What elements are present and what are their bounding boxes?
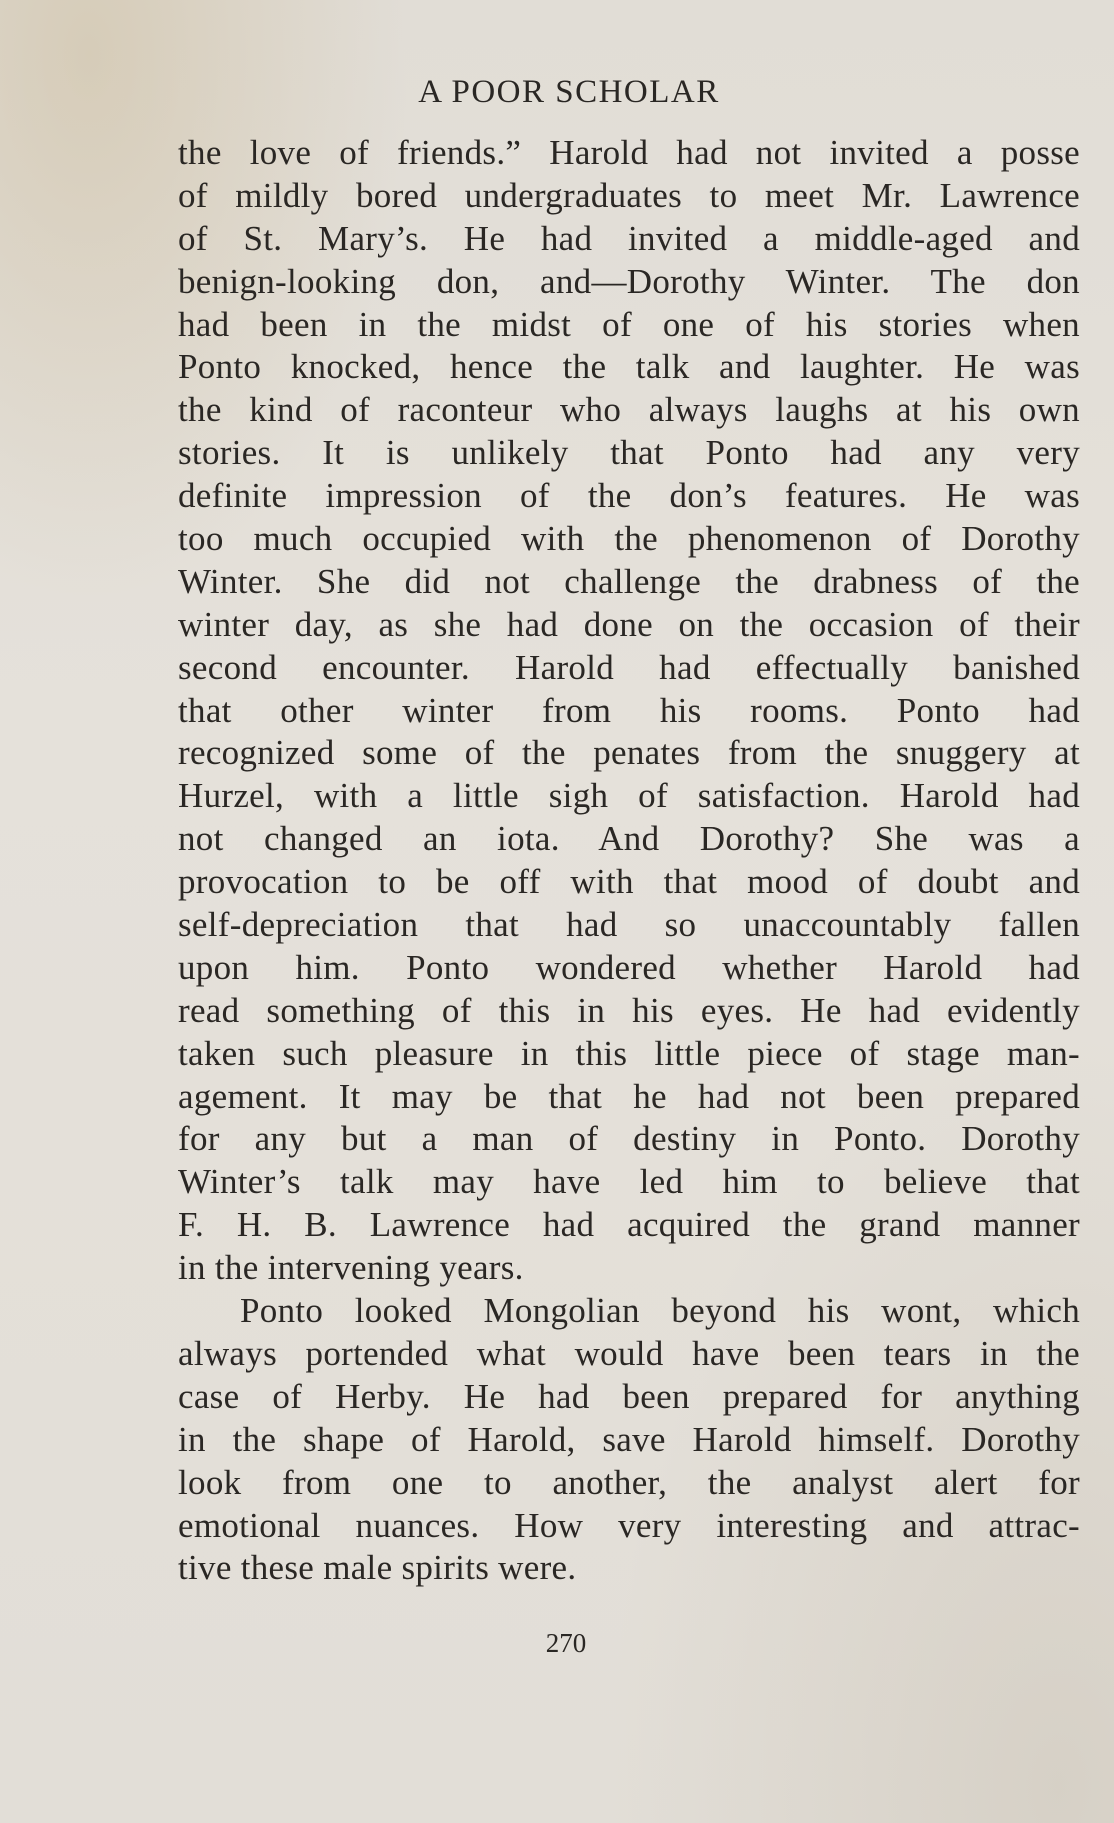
text-line: for any but a man of destiny in Ponto. Dorothy <box>178 1119 1080 1159</box>
text-line: had been in the midst of one of his stories when <box>178 304 1080 344</box>
text-line: recognized some of the penates from the snuggery at <box>178 733 1080 773</box>
text-line: Winter’s talk may have led him to believe that <box>178 1162 1080 1202</box>
text-line: definite impression of the don’s features. He was <box>178 476 1080 516</box>
text-line: stories. It is unlikely that Ponto had any very <box>178 433 1080 473</box>
text-line: provocation to be off with that mood of doubt and <box>178 862 1080 902</box>
text-line: F. H. B. Lawrence had acquired the grand manner <box>178 1205 1080 1245</box>
text-line: upon him. Ponto wondered whether Harold had <box>178 947 1080 987</box>
text-line: too much occupied with the phenomenon of Dorothy <box>178 519 1080 559</box>
text-line: Ponto looked Mongolian beyond his wont, which <box>240 1291 1080 1331</box>
text-line: in the shape of Harold, save Harold himself. Dorothy <box>178 1419 1080 1459</box>
text-line: of St. Mary’s. He had invited a middle-aged and <box>178 218 1080 258</box>
text-line: agement. It may be that he had not been prepared <box>178 1076 1080 1116</box>
text-line: emotional nuances. How very interesting and attrac- <box>178 1505 1080 1545</box>
text-line: read something of this in his eyes. He had evidently <box>178 990 1080 1030</box>
text-line: Hurzel, with a little sigh of satisfaction. Harold had <box>178 776 1080 816</box>
running-head: A POOR SCHOLAR <box>418 74 720 110</box>
text-line: tive these male spirits were. <box>178 1548 577 1588</box>
text-line: taken such pleasure in this little piece of stage man- <box>178 1033 1080 1073</box>
page-number: 270 <box>545 1628 587 1658</box>
text-line: in the intervening years. <box>178 1248 524 1288</box>
text-line: second encounter. Harold had effectually banished <box>178 647 1080 687</box>
paragraph-1 <box>178 132 1080 1290</box>
text-line: benign-looking don, and—Dorothy Winter. The don <box>178 261 1080 301</box>
body-text <box>178 132 1080 1590</box>
text-line: Ponto knocked, hence the talk and laughter. He was <box>178 347 1080 387</box>
paragraph-2 <box>178 1290 1080 1590</box>
text-line: self-depreciation that had so unaccountably fallen <box>178 905 1080 945</box>
text-line: winter day, as she had done on the occasion of their <box>178 604 1080 644</box>
text-line: always portended what would have been tears in the <box>178 1333 1080 1373</box>
text-line: not changed an iota. And Dorothy? She was a <box>178 819 1080 859</box>
text-line: Winter. She did not challenge the drabness of the <box>178 561 1080 601</box>
text-line: case of Herby. He had been prepared for anything <box>178 1376 1080 1416</box>
text-line: look from one to another, the analyst alert for <box>178 1462 1080 1502</box>
text-line: the love of friends.” Harold had not invited a posse <box>178 133 1080 172</box>
text-line: that other winter from his rooms. Ponto had <box>178 690 1080 730</box>
text-line: of mildly bored undergraduates to meet Mr. Lawrence <box>178 175 1080 215</box>
text-line: the kind of raconteur who always laughs at his own <box>178 390 1080 430</box>
